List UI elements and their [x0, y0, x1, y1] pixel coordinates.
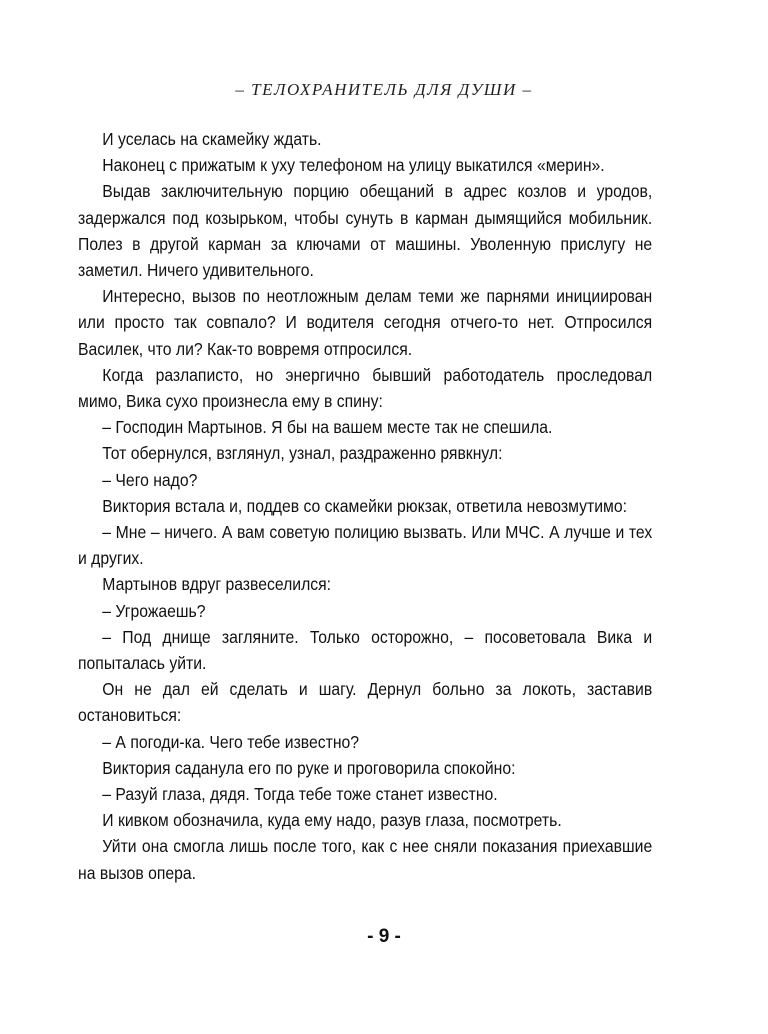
- paragraph: Он не дал ей сделать и шагу. Дернул больно за локоть, заставив остановиться:: [78, 679, 653, 726]
- paragraph: Виктория встала и, поддев со скамейки рюкзак, ответила невозмутимо:: [102, 495, 627, 516]
- paragraph: – Угрожаешь?: [102, 600, 206, 621]
- body-text: [78, 126, 652, 886]
- paragraph: И уселась на скамейку ждать.: [102, 129, 322, 149]
- paragraph: Виктория саданула его по руке и проговорила спокойно:: [102, 757, 516, 778]
- paragraph: – Чего надо?: [102, 469, 198, 490]
- paragraph: Уйти она смогла лишь после того, как с нее сняли показания приехавшие на вызов опера.: [78, 836, 653, 883]
- paragraph: – А погоди-ка. Чего тебе известно?: [102, 731, 360, 752]
- paragraph: Тот обернулся, взглянул, узнал, раздраженно рявкнул:: [102, 443, 503, 464]
- paragraph: – Под днище загляните. Только осторожно, – посоветовала Вика и попыталась уйти.: [78, 626, 653, 674]
- paragraph: – Господин Мартынов. Я бы на вашем месте так не спешила.: [102, 417, 553, 438]
- paragraph: И кивком обозначила, куда ему надо, разув глаза, посмотреть.: [102, 810, 562, 831]
- paragraph: Интересно, вызов по неотложным делам теми же парнями инициирован или просто так совпало? И водителя сегодня отчего-то нет. Отпросился Василек, что ли? Как-то вовремя отпросился.: [78, 286, 653, 359]
- paragraph: – Мне – ничего. А вам советую полицию вызвать. Или МЧС. А лучше и тех и других.: [78, 522, 653, 569]
- paragraph: Мартынов вдруг развеселился:: [102, 574, 332, 595]
- paragraph: Когда разлаписто, но энергично бывший работодатель проследовал мимо, Вика сухо произнесла ему в спину:: [78, 364, 653, 412]
- running-header: – ТЕЛОХРАНИТЕЛЬ ДЛЯ ДУШИ –: [235, 80, 533, 99]
- paragraph: Наконец с прижатым к уху телефоном на улицу выкатился «мерин».: [102, 155, 605, 176]
- paragraph: Выдав заключительную порцию обещаний в адрес козлов и уродов, задержался под козырьком, чтобы сунуть в карман дымящийся мобильник. Полез в другой карман за ключами от машины. Уволенную прислугу не заметил. Ничего удивительного.: [78, 181, 653, 281]
- page-number: - 9 -: [367, 926, 401, 947]
- paragraph: – Разуй глаза, дядя. Тогда тебе тоже станет известно.: [102, 784, 498, 805]
